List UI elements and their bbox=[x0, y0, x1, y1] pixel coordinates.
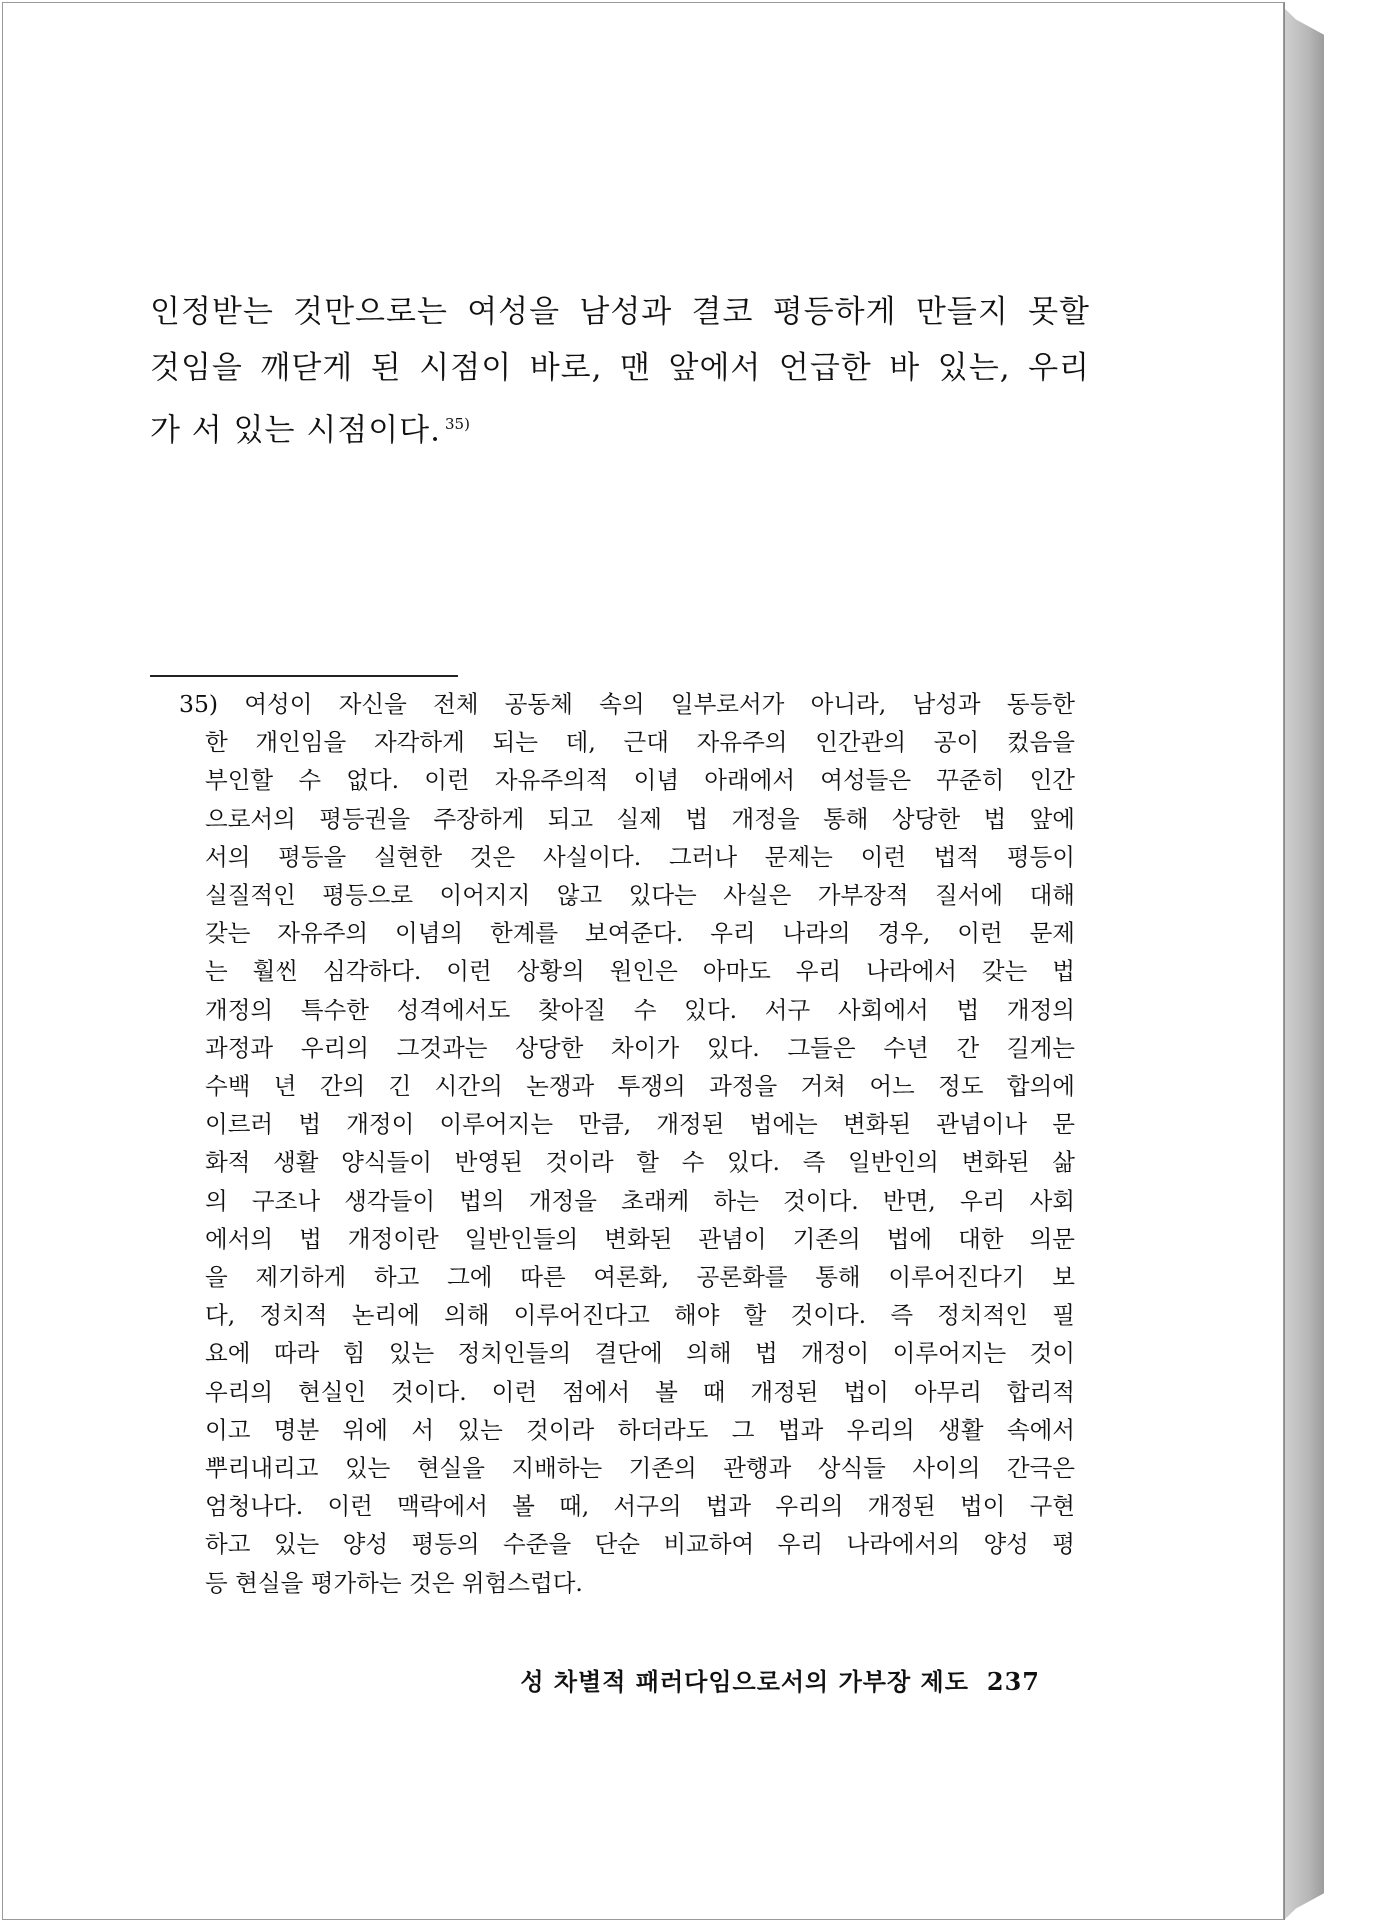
footnote-line: 갖는 자유주의 이념의 한계를 보여준다. 우리 나라의 경우, 이런 문제 bbox=[205, 919, 1075, 948]
footnote-line: 과정과 우리의 그것과는 상당한 차이가 있다. 그들은 수년 간 길게는 bbox=[205, 1033, 1075, 1062]
footnote-line: 수백 년 간의 긴 시간의 논쟁과 투쟁의 과정을 거쳐 어느 정도 합의에 bbox=[205, 1072, 1075, 1101]
footnote-line: 에서의 법 개정이란 일반인들의 변화된 관념이 기존의 법에 대한 의문 bbox=[205, 1224, 1075, 1253]
page-stack-edge bbox=[1284, 8, 1324, 1920]
footnote-35 bbox=[179, 685, 1075, 1602]
footnote-line: 등 현실을 평가하는 것은 위험스럽다. bbox=[205, 1568, 583, 1597]
footnote-line: 뿌리내리고 있는 현실을 지배하는 기존의 관행과 상식들 사이의 간극은 bbox=[205, 1454, 1075, 1483]
footnote-line: 요에 따라 힘 있는 정치인들의 결단에 의해 법 개정이 이루어지는 것이 bbox=[205, 1339, 1075, 1368]
footnote-line: 실질적인 평등으로 이어지지 않고 있다는 사실은 가부장적 질서에 대해 bbox=[205, 881, 1075, 910]
footnote-line: 화적 생활 양식들이 반영된 것이라 할 수 있다. 즉 일반인의 변화된 삶 bbox=[205, 1148, 1075, 1177]
body-line-last bbox=[150, 396, 1090, 458]
footnote-line: 이르러 법 개정이 이루어지는 만큼, 개정된 법에는 변화된 관념이나 문 bbox=[205, 1110, 1075, 1139]
footnote-line: 의 구조나 생각들이 법의 개정을 초래케 하는 것이다. 반면, 우리 사회 bbox=[205, 1186, 1075, 1215]
footnote-line: 엄청나다. 이런 맥락에서 볼 때, 서구의 법과 우리의 개정된 법이 구현 bbox=[205, 1492, 1075, 1521]
footnote-line: 부인할 수 없다. 이런 자유주의적 이념 아래에서 여성들은 꾸준히 인간 bbox=[205, 766, 1075, 795]
footnote-line: 이고 명분 위에 서 있는 것이라 하더라도 그 법과 우리의 생활 속에서 bbox=[205, 1415, 1075, 1444]
footnote-line: 을 제기하게 하고 그에 따른 여론화, 공론화를 통해 이루어진다기 보 bbox=[205, 1263, 1075, 1292]
running-footer-title: 성 차별적 패러다임으로서의 가부장 제도 bbox=[520, 1667, 969, 1696]
footnote-reference: 35) bbox=[444, 415, 470, 433]
footnote-separator bbox=[150, 675, 458, 677]
footnote-line: 우리의 현실인 것이다. 이런 점에서 볼 때 개정된 법이 아무리 합리적 bbox=[205, 1377, 1075, 1406]
body-line-text: 가 서 있는 시점이다. bbox=[150, 412, 441, 449]
body-line: 인정받는 것만으로는 여성을 남성과 결코 평등하게 만들지 못할 bbox=[150, 294, 1090, 330]
body-line: 것임을 깨닫게 된 시점이 바로, 맨 앞에서 언급한 바 있는, 우리 bbox=[150, 350, 1090, 386]
footnote-line: 서의 평등을 실현한 것은 사실이다. 그러나 문제는 이런 법적 평등이 bbox=[205, 842, 1075, 871]
footnote-line: 개정의 특수한 성격에서도 찾아질 수 있다. 서구 사회에서 법 개정의 bbox=[205, 995, 1075, 1024]
page-edge-line bbox=[1284, 2, 1285, 1920]
footnote-line: 는 훨씬 심각하다. 이런 상황의 원인은 아마도 우리 나라에서 갖는 법 bbox=[205, 957, 1075, 986]
footnote-line: 다, 정치적 논리에 의해 이루어진다고 해야 할 것이다. 즉 정치적인 필 bbox=[205, 1301, 1075, 1330]
footnote-line: 하고 있는 양성 평등의 수준을 단순 비교하여 우리 나라에서의 양성 평 bbox=[205, 1530, 1075, 1559]
page-number: 237 bbox=[986, 1667, 1040, 1696]
footnote-line: 35) 여성이 자신을 전체 공동체 속의 일부로서가 아니라, 남성과 동등한 bbox=[179, 690, 1075, 718]
body-paragraph bbox=[150, 284, 1090, 458]
running-footer bbox=[470, 1662, 1040, 1697]
footnote-line: 한 개인임을 자각하게 되는 데, 근대 자유주의 인간관의 공이 컸음을 bbox=[205, 728, 1075, 757]
footnote-line: 으로서의 평등권을 주장하게 되고 실제 법 개정을 통해 상당한 법 앞에 bbox=[205, 804, 1075, 833]
